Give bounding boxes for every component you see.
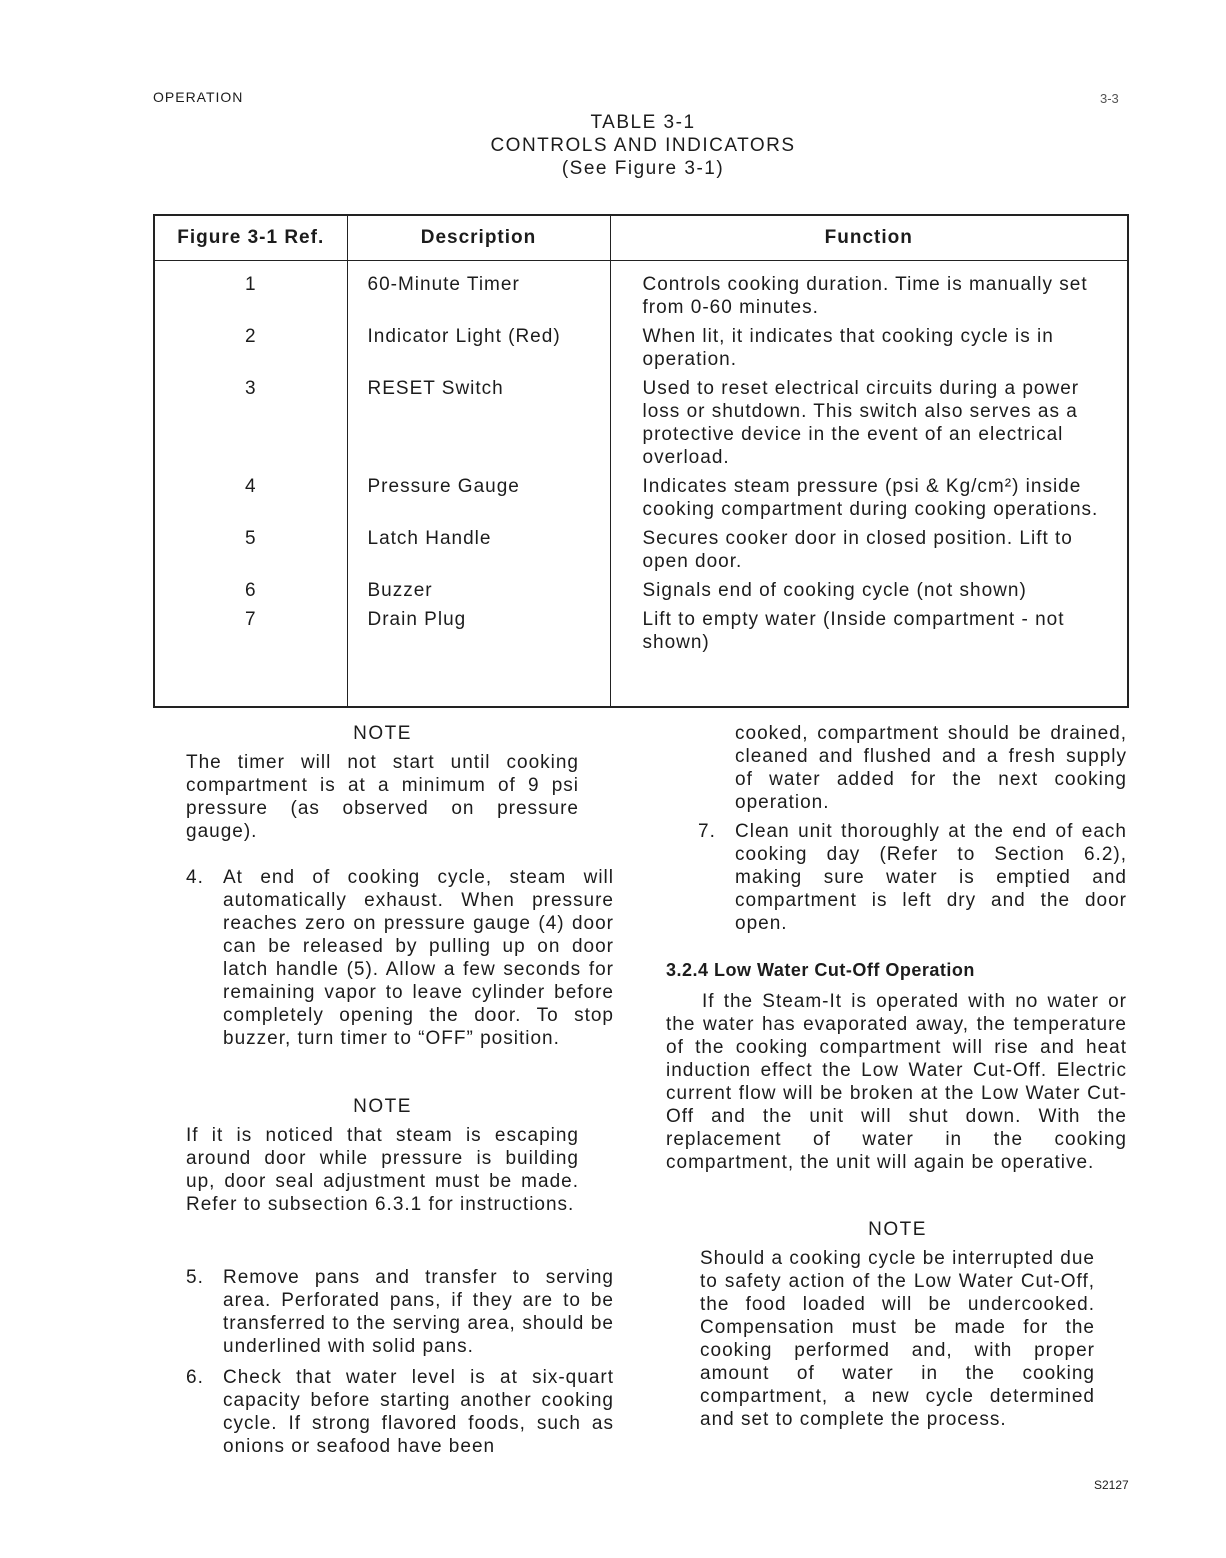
document-code: S2127 xyxy=(1094,1478,1129,1492)
table-title-line3: (See Figure 3-1) xyxy=(561,158,725,179)
row-ref: 2 xyxy=(154,325,347,377)
note-heading: NOTE xyxy=(353,1096,412,1117)
page-number: 3-3 xyxy=(1100,91,1119,106)
row-description: Latch Handle xyxy=(347,527,610,579)
step-number: 6. xyxy=(186,1367,204,1388)
step-5 xyxy=(186,1266,614,1358)
note-heading: NOTE xyxy=(353,723,412,744)
table-row xyxy=(154,527,1128,579)
step-text: At end of cooking cycle, steam will automatically exhaust. When pressure reaches zero on pressure gauge (4) door can be released by pulling up on door latch handle (5). Allow a few seconds for remaining vapor to leave cylinder before completely opening the door. To stop buzzer, turn timer to “OFF” position. xyxy=(223,867,614,1049)
note-text: The timer will not start until cooking compartment is at a minimum of 9 psi pressure (as observed on pressure gauge). xyxy=(186,752,579,842)
column-header-ref: Figure 3-1 Ref. xyxy=(154,215,347,261)
row-description: Drain Plug xyxy=(347,608,610,707)
row-description: RESET Switch xyxy=(347,377,610,475)
section-heading: 3.2.4 Low Water Cut-Off Operation xyxy=(666,960,975,980)
note-heading: NOTE xyxy=(868,1219,927,1240)
step-number: 5. xyxy=(186,1267,204,1288)
step-text: Check that water level is at six-quart capacity before starting another cooking cycle. If strong flavored foods, such as onions or seafood have been xyxy=(223,1367,614,1457)
section-header: OPERATION xyxy=(153,89,244,105)
row-function: Lift to empty water (Inside compartment - not shown) xyxy=(610,608,1128,707)
table-row xyxy=(154,325,1128,377)
row-function: Controls cooking duration. Time is manually set from 0-60 minutes. xyxy=(610,261,1128,326)
note-3 xyxy=(700,1218,1095,1431)
table-title xyxy=(413,111,873,180)
row-ref: 4 xyxy=(154,475,347,527)
row-description: Pressure Gauge xyxy=(347,475,610,527)
step-4 xyxy=(186,866,614,1050)
table-row xyxy=(154,579,1128,608)
column-header-function: Function xyxy=(610,215,1128,261)
note-text: If it is noticed that steam is escaping around door while pressure is building up, door seal adjustment must be made. Refer to subsection 6.3.1 for instructions. xyxy=(186,1125,579,1215)
row-description: Indicator Light (Red) xyxy=(347,325,610,377)
table-header-row xyxy=(154,215,1128,261)
row-function: Secures cooker door in closed position. Lift to open door. xyxy=(610,527,1128,579)
row-ref: 1 xyxy=(154,261,347,326)
note-2 xyxy=(186,1095,579,1216)
column-header-description: Description xyxy=(347,215,610,261)
step-text: Clean unit thoroughly at the end of each cooking day (Refer to Section 6.2), making sure water is emptied and compartment is left dry and the door open. xyxy=(735,821,1127,934)
row-function: Indicates steam pressure (psi & Kg/cm²) inside cooking compartment during cooking operations. xyxy=(610,475,1128,527)
section-3-2-4 xyxy=(666,959,1127,1174)
row-description: Buzzer xyxy=(347,579,610,608)
table-row xyxy=(154,475,1128,527)
row-ref: 3 xyxy=(154,377,347,475)
left-column xyxy=(186,722,579,843)
step-6 xyxy=(186,1366,614,1458)
step-number: 7. xyxy=(698,821,716,842)
row-ref: 7 xyxy=(154,608,347,707)
row-ref: 5 xyxy=(154,527,347,579)
table-title-line1: TABLE 3-1 xyxy=(590,112,696,133)
controls-table xyxy=(153,214,1129,708)
table-row xyxy=(154,377,1128,475)
table-row xyxy=(154,261,1128,326)
row-function: Used to reset electrical circuits during a power loss or shutdown. This switch also serves as a protective device in the event of an electrical overload. xyxy=(610,377,1128,475)
step-number: 4. xyxy=(186,867,204,888)
row-description: 60-Minute Timer xyxy=(347,261,610,326)
step-7 xyxy=(698,820,1127,935)
step-text: Remove pans and transfer to serving area. Perforated pans, if they are to be transferred to the serving area, should be underlined with solid pans. xyxy=(223,1267,614,1357)
table-row xyxy=(154,608,1128,707)
note-text: Should a cooking cycle be interrupted due to safety action of the Low Water Cut-Off, the food loaded will be undercooked. Compensation must be made for the cooking performed and, with proper amount of water in the cooking compartment, a new cycle determined and set to complete the process. xyxy=(700,1248,1095,1430)
table-title-line2: CONTROLS AND INDICATORS xyxy=(490,135,796,156)
step-6-continued: cooked, compartment should be drained, cleaned and flushed and a fresh supply of water added for the next cooking operation. xyxy=(735,723,1127,813)
row-function: Signals end of cooking cycle (not shown) xyxy=(610,579,1128,608)
section-text: If the Steam-It is operated with no water or the water has evaporated away, the temperature of the cooking compartment will rise and heat induction effect the Low Water Cut-Off. Electric current flow will be broken at the Low Water Cut-Off and the unit will shut down. With the replacement of water in the cooking compartment, the unit will again be operative. xyxy=(666,991,1127,1173)
row-function: When lit, it indicates that cooking cycle is in operation. xyxy=(610,325,1128,377)
row-ref: 6 xyxy=(154,579,347,608)
